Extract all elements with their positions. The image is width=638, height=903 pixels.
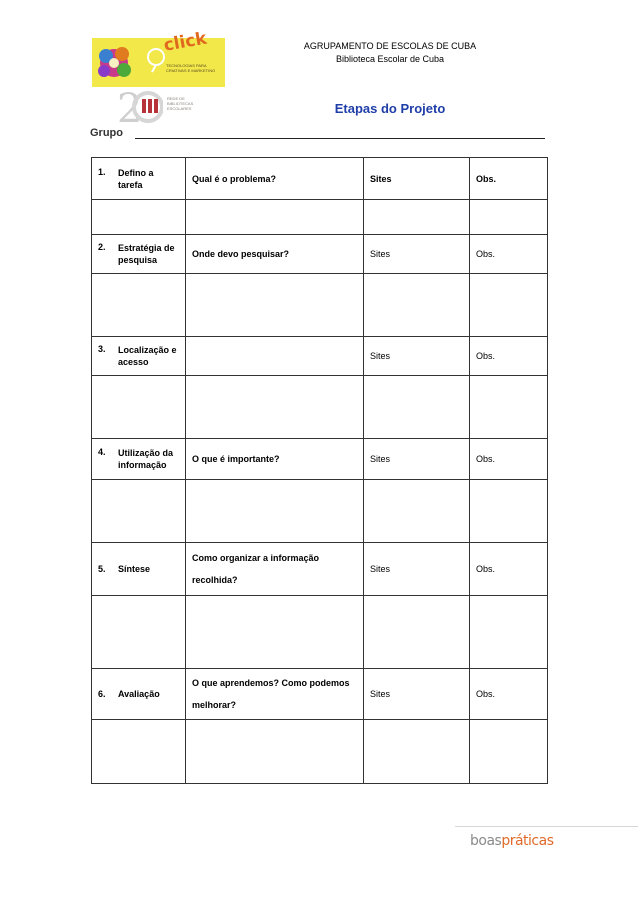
boas-praticas-logo: boaspráticas xyxy=(470,833,554,849)
blank-cell[interactable] xyxy=(364,200,470,235)
step-label-cell: 6. Avaliação xyxy=(92,669,186,720)
step-label-cell: 5. Síntese xyxy=(92,543,186,596)
table-row-blank xyxy=(92,274,548,337)
step-label-cell: 3. Localização e acesso xyxy=(92,337,186,376)
table-row-blank xyxy=(92,376,548,439)
blank-cell[interactable] xyxy=(186,480,364,543)
rbe-20-years-logo-icon xyxy=(117,86,163,126)
obs-cell: Obs. xyxy=(470,669,548,720)
table-row xyxy=(92,337,548,376)
click-tagline: TECNOLOGIAS PARA CRIATIVAS E MARKETING xyxy=(166,63,216,73)
svg-text:2: 2 xyxy=(117,86,143,126)
question-cell: Como organizar a informação recolhida? xyxy=(186,543,364,596)
sites-cell: Sites xyxy=(364,543,470,596)
blank-cell[interactable] xyxy=(186,376,364,439)
table-row xyxy=(92,439,548,480)
obs-cell: Obs. xyxy=(470,337,548,376)
footer-divider xyxy=(455,826,638,827)
blank-cell[interactable] xyxy=(92,720,186,784)
blank-cell[interactable] xyxy=(186,596,364,669)
click-logo-text: click xyxy=(162,28,209,56)
blank-cell[interactable] xyxy=(186,274,364,337)
blank-cell[interactable] xyxy=(92,376,186,439)
table-row-blank xyxy=(92,200,548,235)
project-steps-table xyxy=(91,157,548,784)
sites-cell: Sites xyxy=(364,439,470,480)
blank-cell[interactable] xyxy=(92,596,186,669)
blank-cell[interactable] xyxy=(92,200,186,235)
blank-cell[interactable] xyxy=(92,274,186,337)
table-row xyxy=(92,235,548,274)
blank-cell[interactable] xyxy=(470,274,548,337)
table-row-blank xyxy=(92,720,548,784)
blank-cell[interactable] xyxy=(364,376,470,439)
question-cell: Qual é o problema? xyxy=(186,158,364,200)
step-label-cell: 1. Defino a tarefa xyxy=(92,158,186,200)
question-cell: O que é importante? xyxy=(186,439,364,480)
table-row xyxy=(92,158,548,200)
table-row xyxy=(92,543,548,596)
obs-cell: Obs. xyxy=(470,543,548,596)
blank-cell[interactable] xyxy=(186,200,364,235)
blank-cell[interactable] xyxy=(470,596,548,669)
library-name: Biblioteca Escolar de Cuba xyxy=(335,54,445,64)
page-title: Etapas do Projeto xyxy=(334,101,446,116)
rbe-logo-text: REDE DE BIBLIOTECAS ESCOLARES xyxy=(167,96,194,111)
table-row xyxy=(92,669,548,720)
grupo-label: Grupo xyxy=(90,127,123,139)
table-row-blank xyxy=(92,480,548,543)
question-cell xyxy=(186,337,364,376)
sites-cell: Sites xyxy=(364,235,470,274)
blank-cell[interactable] xyxy=(470,376,548,439)
blank-cell[interactable] xyxy=(470,200,548,235)
table-row-blank xyxy=(92,596,548,669)
blank-cell[interactable] xyxy=(364,274,470,337)
step-label-cell: 2. Estratégia de pesquisa xyxy=(92,235,186,274)
obs-cell: Obs. xyxy=(470,235,548,274)
blank-cell[interactable] xyxy=(92,480,186,543)
step-label-cell: 4. Utilização da informação xyxy=(92,439,186,480)
blank-cell[interactable] xyxy=(364,720,470,784)
sites-header-cell: Sites xyxy=(364,158,470,200)
blank-cell[interactable] xyxy=(364,596,470,669)
sites-cell: Sites xyxy=(364,337,470,376)
obs-header-cell: Obs. xyxy=(470,158,548,200)
blank-cell[interactable] xyxy=(186,720,364,784)
blank-cell[interactable] xyxy=(470,720,548,784)
obs-cell: Obs. xyxy=(470,439,548,480)
sites-cell: Sites xyxy=(364,669,470,720)
school-group-name: AGRUPAMENTO DE ESCOLAS DE CUBA xyxy=(303,41,477,51)
blank-cell[interactable] xyxy=(470,480,548,543)
question-cell: Onde devo pesquisar? xyxy=(186,235,364,274)
grupo-fill-line[interactable] xyxy=(135,138,545,140)
question-cell: O que aprendemos? Como podemos melhorar? xyxy=(186,669,364,720)
blank-cell[interactable] xyxy=(364,480,470,543)
